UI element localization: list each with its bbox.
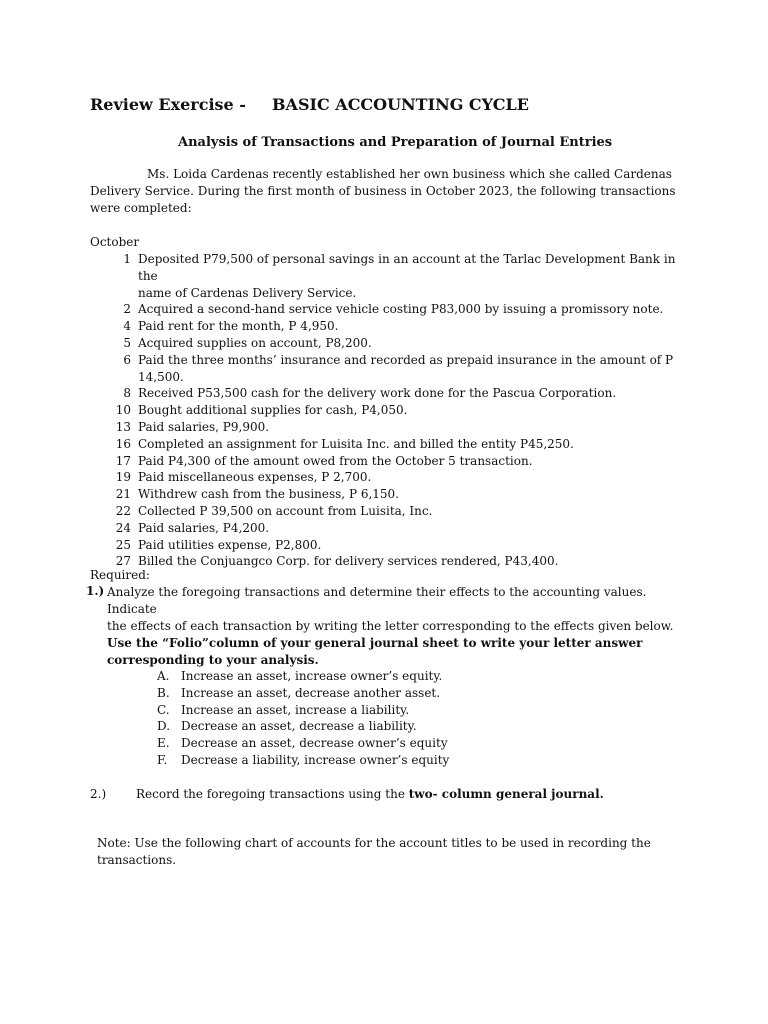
transaction-line: Paid the three months’ insurance and recorded as prepaid insurance in the amount of P [138,352,674,367]
transaction-day: 27 [115,554,131,569]
transaction-line: Paid rent for the month, P 4,950. [138,319,339,334]
required-item-2-bold-text: two- column general journal. [408,787,604,801]
transaction-description [138,469,690,486]
transaction-line: Paid utilities expense, P2,800. [138,537,322,552]
transaction-description [138,486,690,503]
effect-item [157,668,449,685]
effect-text: Decrease an asset, decrease a liability. [181,719,417,734]
effect-letter: A. [157,669,170,683]
required-item-1-bold-line-1: Use the “Folio”column of your general journal sheet to write your letter answer [107,636,643,650]
transaction-day: 5 [123,335,131,350]
transaction-line: 14,500. [138,369,184,384]
transaction-description [138,453,690,470]
transaction-row [90,419,690,436]
transaction-line: Paid salaries, P4,200. [138,520,270,535]
transaction-day: 4 [123,319,131,334]
exercise-label: Review Exercise - [90,95,246,114]
transaction-day: 13 [115,419,131,434]
transaction-day: 1 [123,252,131,266]
transaction-day: 17 [115,453,131,468]
effect-text: Increase an asset, increase a liability. [181,702,410,717]
required-item-1 [107,584,687,669]
transaction-description [138,520,690,537]
note-line-1: Note: Use the following chart of accounts for the account titles to be used in recording the [97,836,651,850]
intro-line-1: Ms. Loida Cardenas recently established her own business which she called Cardenas [147,167,672,181]
transaction-line: Withdrew cash from the business, P 6,150. [138,487,399,502]
required-item-2-text: Record the foregoing transactions using the [136,787,409,801]
transaction-description [138,402,690,419]
transaction-row [90,352,690,386]
transaction-row [90,251,690,301]
effect-text: Increase an asset, decrease another asset. [181,685,441,700]
effect-letter: F. [157,752,168,767]
required-item-1-bold-line-2: corresponding to your analysis. [107,653,319,667]
transaction-row [90,436,690,453]
required-item-2-number: 2.) [90,787,107,801]
transaction-description [138,553,690,570]
transaction-line: Collected P 39,500 on account from Luisita, Inc. [138,503,433,518]
transaction-line: Paid miscellaneous expenses, P 2,700. [138,470,372,485]
transaction-line: Received P53,500 cash for the delivery work done for the Pascua Corporation. [138,386,617,401]
required-label: Required: [90,568,150,582]
transaction-description [138,301,690,318]
transaction-row [90,301,690,318]
transaction-day: 21 [115,487,131,502]
transaction-day: 2 [123,302,131,317]
transaction-line: Paid salaries, P9,900. [138,419,270,434]
effect-letter: E. [157,736,170,751]
transaction-day: 16 [115,436,131,451]
transaction-row [90,486,690,503]
transaction-row [90,469,690,486]
effect-item [157,718,449,735]
transaction-day: 8 [123,386,131,401]
required-item-1-number: 1.) [86,584,105,598]
transaction-line: Acquired supplies on account, P8,200. [138,335,372,350]
intro-line-2: Delivery Service. During the first month of business in October 2023, the following transactions [90,184,676,198]
note-line-2: transactions. [97,853,177,867]
transaction-line: Bought additional supplies for cash, P4,050. [138,403,408,418]
transaction-day: 6 [123,352,131,367]
transaction-day: 24 [115,520,131,535]
transaction-line: Paid P4,300 of the amount owed from the October 5 transaction. [138,453,533,468]
transaction-day: 22 [115,503,131,518]
transaction-day: 10 [115,403,131,418]
month-label: October [90,235,140,249]
transaction-line: Completed an assignment for Luisita Inc. and billed the entity P45,250. [138,436,574,451]
effect-letter: C. [157,702,170,717]
intro-line-3: were completed: [90,201,192,215]
transaction-row [90,318,690,335]
transaction-line: Billed the Conjuangco Corp. for delivery services rendered, P43,400. [138,554,559,569]
transaction-line: Acquired a second-hand service vehicle costing P83,000 by issuing a promissory note. [138,302,664,317]
effect-item [157,702,449,719]
transaction-day: 19 [115,470,131,485]
transaction-description [138,251,690,301]
subtitle: Analysis of Transactions and Preparation of Journal Entries [178,135,613,150]
transaction-description [138,335,690,352]
transaction-line: Deposited P79,500 of personal savings in an account at the Tarlac Development Bank in the [138,252,676,283]
transaction-row [90,385,690,402]
transaction-day: 25 [115,537,131,552]
effect-text: Increase an asset, increase owner’s equity. [181,669,443,683]
effect-text: Decrease a liability, increase owner’s equity [181,752,450,767]
transaction-row [90,553,690,570]
required-item-1-line-2: the effects of each transaction by writing the letter corresponding to the effects given below. [107,619,674,633]
transaction-description [138,419,690,436]
effect-text: Decrease an asset, decrease owner’s equity [181,736,448,751]
required-item-2 [136,786,604,803]
transaction-description [138,436,690,453]
transaction-description [138,352,690,386]
transaction-row [90,537,690,554]
effect-item [157,752,449,769]
effect-item [157,685,449,702]
effect-letter: D. [157,719,171,734]
transaction-row [90,453,690,470]
transaction-line: name of Cardenas Delivery Service. [138,285,357,300]
effect-item [157,735,449,752]
transaction-list [90,251,690,570]
exercise-title: BASIC ACCOUNTING CYCLE [272,95,529,114]
transaction-row [90,402,690,419]
transaction-description [138,503,690,520]
transaction-row [90,520,690,537]
transaction-row [90,335,690,352]
transaction-description [138,385,690,402]
transaction-description [138,318,690,335]
required-item-1-line-1: Analyze the foregoing transactions and determine their effects to the accounting values. Indicate [107,585,647,616]
effect-letter: B. [157,685,170,700]
transaction-description [138,537,690,554]
effects-list [157,668,449,769]
transaction-row [90,503,690,520]
